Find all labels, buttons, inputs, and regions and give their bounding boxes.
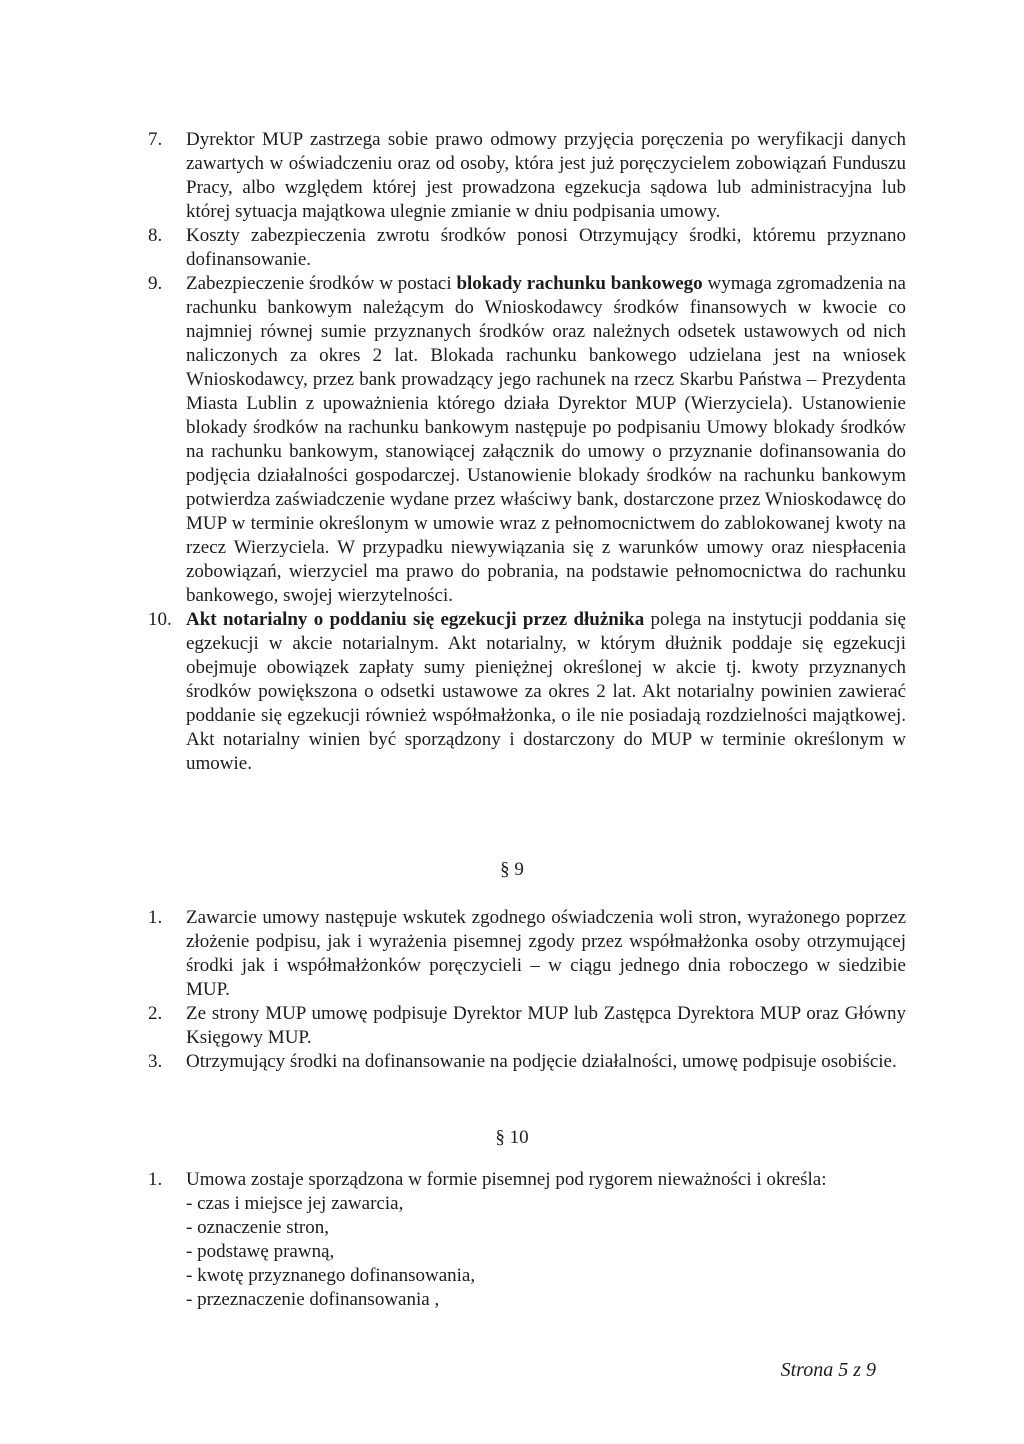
text-run: Umowa zostaje sporządzona w formie pisemnej pod rygorem nieważności i określa: [186, 1169, 827, 1190]
text-run: Dyrektor MUP zastrzega sobie prawo odmowy przyjęcia poręczenia po weryfikacji danych zawartych w oświadczeniu oraz od osoby, która jest już poręczycielem zobowiązań Funduszu Pracy, albo względem której jest prowadzona egzekucja sądowa lub administracyjna lub której sytuacja majątkowa ulegnie zmianie w dniu podpisania umowy. [186, 129, 906, 222]
text-run: Koszty zabezpieczenia zwrotu środków ponosi Otrzymujący środki, któremu przyznano dofinansowanie. [186, 225, 906, 270]
dash-item: - przeznaczenie dofinansowania , [186, 1289, 440, 1310]
item-number: 8. [148, 225, 163, 246]
text-run: wymaga zgromadzenia na rachunku bankowym należącym do Wnioskodawcy środków finansowych w kwocie co najmniej równej sumie przyznanych środków oraz należnych odsetek ustawowych od nich naliczonych za okres 2 lat. Blokada rachunku bankowego udzielana jest na wniosek Wnioskodawcy, przez bank prowadzący jego rachunek na rzecz Skarbu Państwa – Prezydenta Miasta Lublin z upoważnienia którego działa Dyrektor MUP (Wierzyciela). Ustanowienie blokady środków na rachunku bankowym następuje po podpisaniu Umowy blokady środków na rachunku bankowym, stanowiącej załącznik do umowy o przyznanie dofinansowania do podjęcia działalności gospodarczej. Ustanowienie blokady środków na rachunku bankowym potwierdza zaświadczenie wydane przez właściwy bank, dostarczone przez Wnioskodawcę do MUP w terminie określonym w umowie wraz z pełnomocnictwem do zablokowanej kwoty na rzecz Wierzyciela. W przypadku niewywiązania się z warunków umowy oraz niespłacenia zobowiązań, wierzyciel ma prawo do pobrania, na podstawie pełnomocnictwa do rachunku bankowego, swojej wierzytelności. [186, 273, 906, 606]
page-number: Strona 5 z 9 [780, 1359, 876, 1381]
item-number: 9. [148, 273, 163, 294]
dash-item: - czas i miejsce jej zawarcia, [186, 1193, 404, 1214]
item-text [186, 1002, 906, 1050]
list-item [148, 608, 906, 776]
text-run: Zabezpieczenie środków w postaci [186, 273, 457, 294]
bold-term: Akt notarialny o poddaniu się egzekucji przez dłużnika [186, 609, 645, 630]
item-text [186, 224, 906, 272]
list-item [148, 128, 906, 224]
item-text [186, 608, 906, 776]
item-number: 10. [148, 609, 172, 630]
list-item [148, 1168, 906, 1312]
list-item [148, 272, 906, 608]
list-item [148, 1002, 906, 1050]
bold-term: blokady rachunku bankowego [456, 273, 703, 294]
item-number: 2. [148, 1003, 163, 1024]
item-number: 1. [148, 1169, 163, 1190]
text-run: Otrzymujący środki na dofinansowanie na podjęcie działalności, umowę podpisuje osobiście. [186, 1051, 897, 1072]
dash-item: - kwotę przyznanego dofinansowania, [186, 1265, 476, 1286]
item-number: 3. [148, 1051, 163, 1072]
dash-item: - oznaczenie stron, [186, 1217, 329, 1238]
list-section-10 [148, 1168, 906, 1312]
list-section-9 [148, 906, 906, 1074]
item-text [186, 128, 906, 224]
section-heading-10: § 10 [495, 1127, 529, 1148]
item-text [186, 272, 906, 608]
text-run: Zawarcie umowy następuje wskutek zgodnego oświadczenia woli stron, wyrażonego poprzez złożenie podpisu, jak i wyrażenia pisemnej zgody przez współmałżonka osoby otrzymującej środki jak i współmałżonków poręczycieli – w ciągu jednego dnia roboczego w siedzibie MUP. [186, 907, 906, 1000]
list-item [148, 1050, 906, 1074]
dash-item: - podstawę prawną, [186, 1241, 335, 1262]
item-text [186, 1168, 906, 1312]
text-run: polega na instytucji poddania się egzekucji w akcie notarialnym. Akt notarialny, w którym dłużnik poddaje się egzekucji obejmuje obowiązek zapłaty sumy pieniężnej określonej w akcie tj. kwoty przyznanych środków powiększona o odsetki ustawowe za okres 2 lat. Akt notarialny powinien zawierać poddanie się egzekucji również współmałżonka, o ile nie posiadają rozdzielności majątkowej. Akt notarialny winien być sporządzony i dostarczony do MUP w terminie określonym w umowie. [186, 609, 906, 774]
item-text [186, 906, 906, 1002]
item-number: 7. [148, 129, 163, 150]
item-text [186, 1050, 906, 1074]
list-item [148, 906, 906, 1002]
text-run: Ze strony MUP umowę podpisuje Dyrektor MUP lub Zastępca Dyrektora MUP oraz Główny Księgowy MUP. [186, 1003, 906, 1048]
section-heading-9: § 9 [500, 859, 524, 880]
item-number: 1. [148, 907, 163, 928]
list-items-7-10 [148, 128, 906, 776]
list-item [148, 224, 906, 272]
